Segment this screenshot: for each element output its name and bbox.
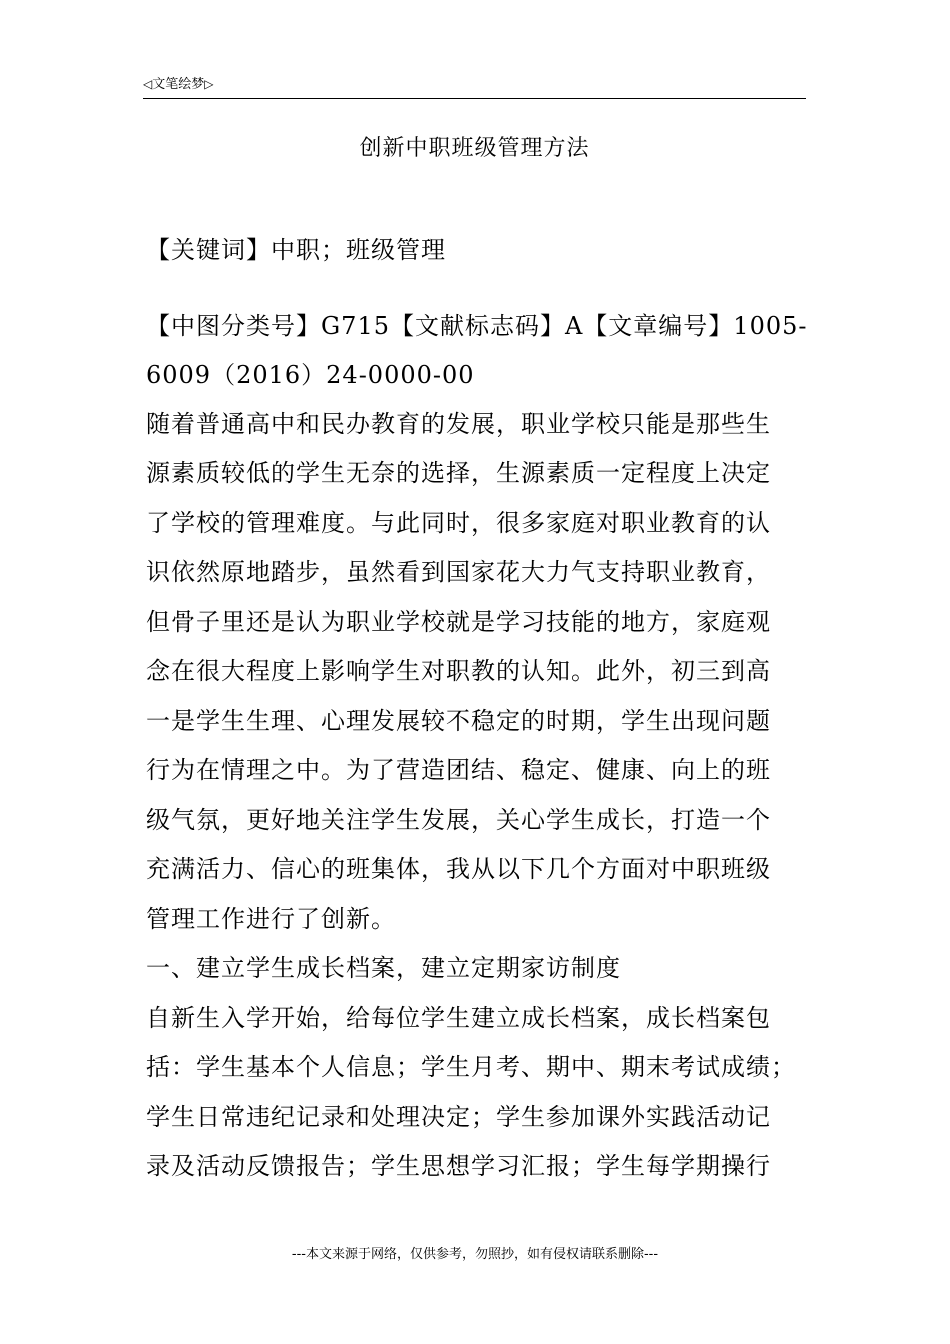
body-line: 行为在情理之中。为了营造团结、稳定、健康、向上的班 [146,756,771,784]
section-heading: 一、建立学生成长档案，建立定期家访制度 [146,954,621,982]
classification-line-2: 6009（2016）24-0000-00 [146,361,475,389]
body-line: 了学校的管理难度。与此同时，很多家庭对职业教育的认 [146,509,771,537]
body-line: 随着普通高中和民办教育的发展，职业学校只能是那些生 [146,410,771,438]
body-line: 识依然原地踏步，虽然看到国家花大力气支持职业教育， [146,558,771,586]
body-line: 级气氛，更好地关注学生发展，关心学生成长，打造一个 [146,806,771,834]
body-line: 一是学生生理、心理发展较不稳定的时期，学生出现问题 [146,707,771,735]
footer-disclaimer: ---本文来源于网络，仅供参考，勿照抄，如有侵权请联系删除--- [291,1247,659,1262]
keywords-line: 【关键词】中职；班级管理 [146,236,446,264]
body-line: 学生日常违纪记录和处理决定；学生参加课外实践活动记 [146,1103,771,1131]
body-line: 自新生入学开始，给每位学生建立成长档案，成长档案包 [146,1004,771,1032]
body-line: 充满活力、信心的班集体，我从以下几个方面对中职班级 [146,855,771,883]
body-line: 念在很大程度上影响学生对职教的认知。此外，初三到高 [146,657,771,685]
header-brand: 文笔绘梦 [152,77,205,92]
right-triangle-icon: ▷ [204,77,214,91]
body-line: 源素质较低的学生无奈的选择，生源素质一定程度上决定 [146,459,771,487]
body-line: 但骨子里还是认为职业学校就是学习技能的地方，家庭观 [146,608,771,636]
page-header [143,74,806,99]
body-line: 括：学生基本个人信息；学生月考、期中、期末考试成绩； [146,1053,796,1081]
body-line: 录及活动反馈报告；学生思想学习汇报；学生每学期操行 [146,1152,771,1180]
document-title: 创新中职班级管理方法 [359,136,590,161]
body-line: 管理工作进行了创新。 [146,905,396,933]
left-triangle-icon: ◁ [143,77,153,91]
classification-line-1: 【中图分类号】G715【文献标志码】A【文章编号】1005- [146,312,808,340]
